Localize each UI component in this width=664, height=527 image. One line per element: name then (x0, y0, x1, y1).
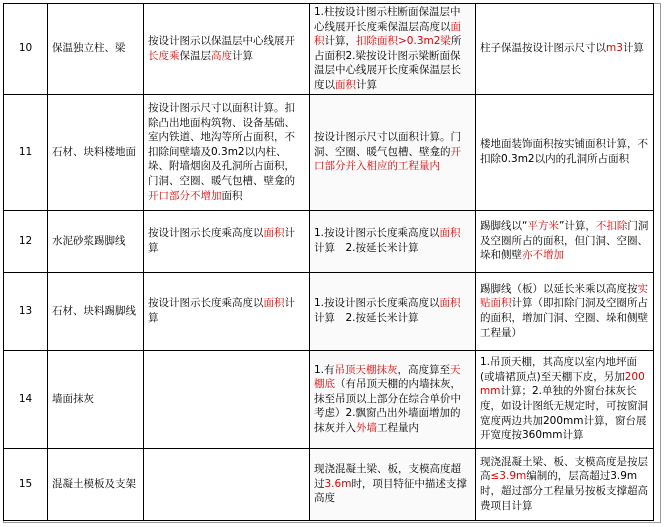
rule-c-cell (476, 94, 654, 210)
text-segment: 工程量内 (377, 421, 419, 434)
text-segment: 1.有 (314, 363, 335, 376)
highlighted-text: 3.6m (324, 477, 352, 490)
table-row (4, 350, 654, 448)
highlighted-text: 面积 (335, 78, 356, 91)
text-segment: 按设计图示长度乘高度以 (148, 227, 264, 240)
text-segment: 楼地面装饰面积按实铺面积计算，不扣除0.3m2以内的孔洞所占面积 (480, 138, 648, 166)
table-row (4, 448, 654, 520)
highlighted-text: 开口部分不增加 (148, 189, 222, 202)
table-row (4, 4, 654, 95)
text-segment: 按设计图示以保温层中心线展开 (148, 35, 295, 48)
row-number: 15 (4, 448, 48, 520)
rule-c-cell (476, 448, 654, 520)
highlighted-text: 200mm (480, 370, 645, 398)
text-segment: 计算 (148, 227, 295, 255)
text-segment: 踢脚线以“ (480, 220, 528, 233)
item-name: 石材、块料踢脚线 (48, 272, 144, 350)
text-segment: 计算；2.单独的外窗台抹灰长度，如设计图纸无规定时，可按窗洞宽度两边共加200mm计算，窗台展开宽度按360mm计算 (480, 385, 648, 442)
highlighted-text: 面积 (263, 297, 285, 310)
highlighted-text: 面积 (263, 227, 285, 240)
rule-c-cell (476, 350, 654, 448)
rule-b-cell (310, 94, 476, 210)
rule-c-cell (476, 272, 654, 350)
rule-a-cell (144, 350, 310, 448)
highlighted-text: 外墙 (356, 421, 377, 434)
highlighted-text: m3 (606, 42, 623, 55)
item-name: 墙面抹灰 (48, 350, 144, 448)
text-segment: 计算 2.按延长米计算 (314, 242, 419, 255)
text-segment: 计算 (232, 49, 253, 62)
highlighted-text: 面积 (439, 297, 461, 310)
row-number: 10 (4, 4, 48, 95)
text-segment: ，高度算至 (397, 363, 451, 376)
text-segment: 所占面积2.梁按设计图示梁断面保温层中心线展开长度乘保温层长度以 (314, 35, 462, 91)
rule-b-cell (310, 272, 476, 350)
row-number: 13 (4, 272, 48, 350)
text-segment: 时，项目特征中描述支撑高度 (314, 477, 467, 505)
text-segment: 1.吊顶天棚，其高度以室内地坪面(或墙裙顶点)至天棚下皮，另加 (480, 356, 638, 383)
highlighted-text: 吊顶天棚抹灰 (334, 363, 398, 376)
text-segment: （有吊顶天棚的内墙抹灰，抹至吊顶以上部分在综合单价中考虑）2.飘窗凸出外墙面增加的抹灰并入 (314, 378, 461, 434)
rule-c-cell (476, 210, 654, 272)
rule-a-cell (144, 4, 310, 95)
highlighted-text: 天棚底 (314, 363, 461, 391)
rule-b-cell (310, 210, 476, 272)
highlighted-text: 平方米 (527, 220, 559, 233)
rule-a-cell (144, 94, 310, 210)
rule-a-cell (144, 272, 310, 350)
rule-a-cell (144, 210, 310, 272)
text-segment: 保温层 (179, 49, 211, 62)
text-segment: 计算（即扣除门洞及空圈所占的面积，增加门洞、空圈、垛和侧壁工程量） (480, 297, 648, 339)
row-number: 14 (4, 350, 48, 448)
text-segment: 计算 (356, 78, 377, 91)
table-row (4, 210, 654, 272)
highlighted-text: 亦不增加 (522, 249, 564, 262)
item-name: 混凝土模板及支架 (48, 448, 144, 520)
highlighted-text: 不扣除 (595, 220, 628, 233)
text-segment: 踢脚线（板）以延长米乘以高度按 (480, 282, 638, 295)
item-name: 石材、块料楼地面 (48, 94, 144, 210)
rule-c-cell (476, 4, 654, 95)
rule-b-cell (310, 4, 476, 95)
highlighted-text: 高度 (211, 49, 232, 62)
highlighted-text: ≤3.9m (490, 470, 527, 483)
text-segment: 计算， (324, 35, 356, 48)
text-segment: 1.柱按设计图示柱断面保温层中心线展开长度乘保温层高度以 (314, 6, 461, 33)
text-segment: ”计算， (558, 220, 596, 233)
item-name: 水泥砂浆踢脚线 (48, 210, 144, 272)
highlighted-text: 长度乘 (148, 49, 180, 62)
highlighted-text: 实贴面积 (480, 282, 648, 310)
text-segment: 按设计图示长度乘高度以 (148, 297, 264, 310)
rule-a-cell (144, 448, 310, 520)
text-segment: 按设计图示尺寸以面积计算。门洞、空圈、暖气包槽、壁龛的 (314, 131, 461, 158)
text-segment: 现浇混凝土梁、板、支模高度是按层高 (480, 455, 648, 483)
text-segment: 计算 (622, 42, 644, 55)
text-segment: 计算 2.按延长米计算 (314, 312, 419, 325)
highlighted-text: 扣除面积>0.3m2梁 (356, 35, 451, 48)
text-segment: 现浇混凝土梁、板，支模高度超过 (314, 463, 461, 490)
highlighted-text: 开口部分并入相应的工程量内 (314, 145, 461, 173)
text-segment: 计算 (148, 297, 295, 325)
text-segment: 编制的，层高超过3.9m时，超过部分工程量另按板支撑超高费项目计算 (480, 470, 648, 512)
text-segment: 按设计图示尺寸以面积计算。扣除凸出地面构筑物、设备基础、室内铁道、地沟等所占面积，不扣除间壁墙及0.3m2以内柱、垛、附墙烟囱及孔洞所占面积，门洞、空圈、暖气包槽、壁龛的 (148, 101, 295, 187)
row-number: 11 (4, 94, 48, 210)
text-segment: 1.按设计图示长度乘高度以 (314, 297, 440, 310)
highlighted-text: 面积 (314, 20, 461, 48)
rule-b-cell (310, 448, 476, 520)
table-row (4, 94, 654, 210)
text-segment: 柱子保温按设计图示尺寸以 (480, 42, 606, 55)
text-segment: 1.按设计图示长度乘高度以 (314, 227, 440, 240)
row-number: 12 (4, 210, 48, 272)
table-row (4, 272, 654, 350)
text-segment: 面积 (221, 189, 243, 202)
rules-comparison-table (3, 3, 654, 521)
highlighted-text: 面积 (439, 227, 461, 240)
item-name: 保温独立柱、梁 (48, 4, 144, 95)
text-segment: 门洞及空圈所占的面积，但门洞、空圈、垛和侧壁 (480, 220, 649, 262)
rule-b-cell (310, 350, 476, 448)
